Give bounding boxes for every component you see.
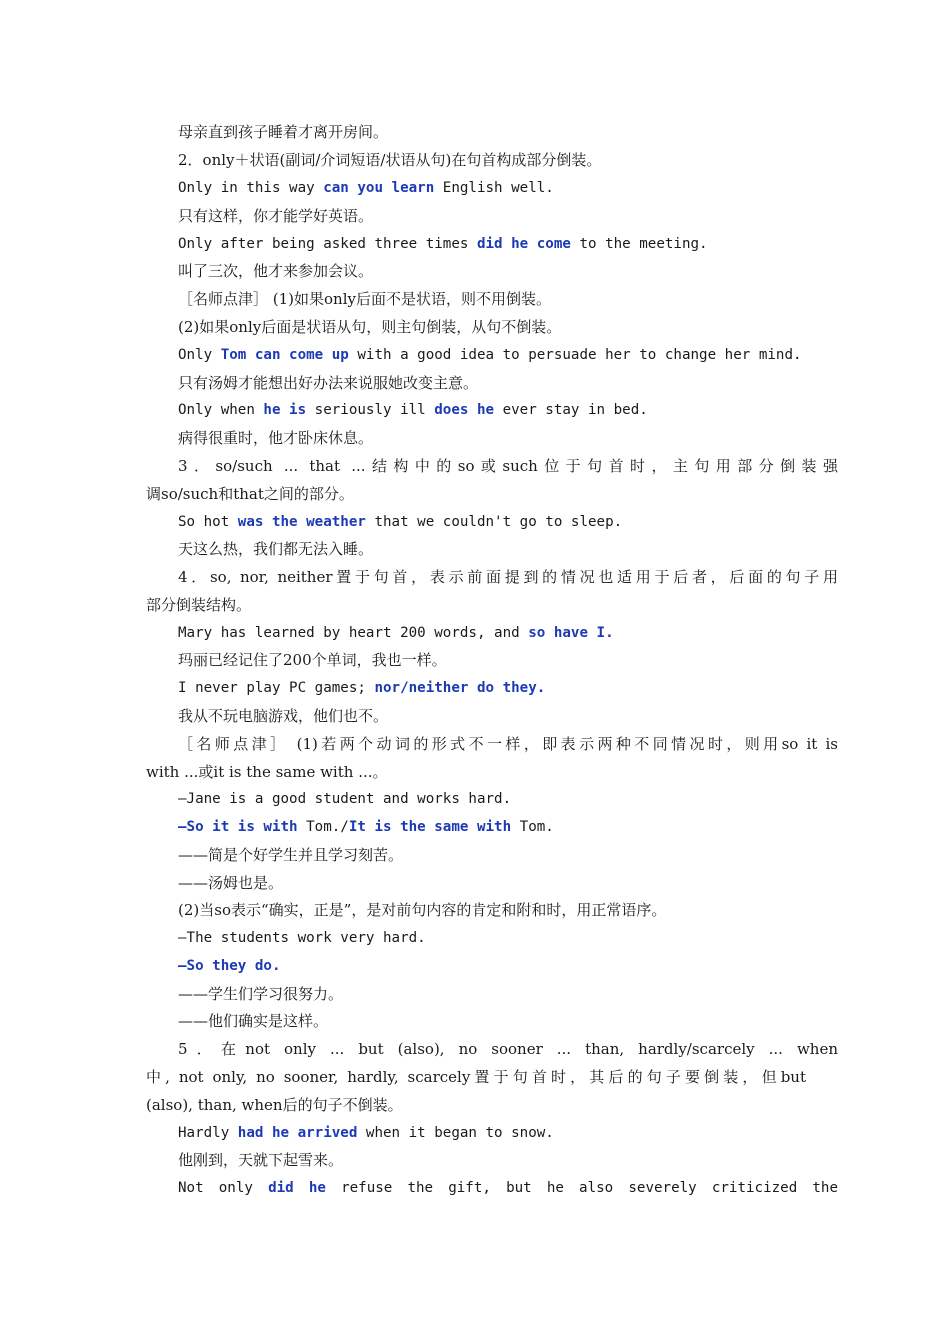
section-heading-continued: 中, not only, no sooner, hardly, scarcely置于句首时，其后的句子要倒装，但but [146,1068,806,1086]
translation-line: 病得很重时，他才卧床休息。 [178,429,374,447]
highlighted-phrase: did he [268,1180,326,1196]
teacher-note: ［名师点津］ (1)如果only后面不是状语，则不用倒装。 [178,290,551,308]
section-heading-continued: 部分倒装结构。 [146,596,252,614]
text-segment: to the meeting. [570,236,708,252]
highlighted-phrase: Tom can come up [220,347,349,363]
example-sentence [146,622,838,644]
translation-line: 只有这样，你才能学好英语。 [178,207,374,225]
highlighted-phrase: —So it is with [178,819,298,835]
text-segment: Not only [178,1180,269,1196]
example-sentence [146,233,838,255]
dialogue-line: —The students work very hard. [178,930,426,946]
highlighted-phrase: It is the same with [348,819,512,835]
text-segment: Only in this way [178,180,324,196]
example-sentence [146,1177,838,1199]
text-segment: ever stay in bed. [494,402,648,418]
text-segment: with a good idea to persuade her to change her mind. [348,347,802,363]
section-heading: 3．so/such ... that ...结构中的so或such位于句首时，主句用部分倒装强 [178,457,838,475]
teacher-note-continued: with ...或it is the same with ...。 [146,763,388,781]
translation-line: 天这么热，我们都无法入睡。 [178,540,374,558]
section-heading-continued: (also), than, when后的句子不倒装。 [146,1096,403,1114]
text-segment: when it began to snow. [357,1125,554,1141]
example-sentence [146,344,838,366]
text-segment: that we couldn't go to sleep. [365,514,623,530]
teacher-note: (2)当so表示“确实，正是”，是对前句内容的肯定和附和时，用正常语序。 [178,901,667,919]
text-segment: Only after being asked three times [178,236,477,252]
text-segment: Hardly [178,1125,238,1141]
text-segment: refuse the gift, but he also severely criticized the [325,1180,839,1196]
text-segment: So hot [178,514,238,530]
highlighted-phrase: does he [434,402,495,418]
translation-line: ——他们确实是这样。 [178,1012,329,1030]
highlighted-phrase: nor/neither do they. [374,680,546,696]
highlighted-phrase: was the weather [237,514,366,530]
section-heading: 5．在not only ... but (also), no sooner ... than, hardly/scarcely ... when [178,1040,838,1058]
dialogue-line [146,816,838,838]
translation-line: 玛丽已经记住了200个单词，我也一样。 [178,651,447,669]
highlighted-phrase: can you learn [323,180,435,196]
translation-line: ——汤姆也是。 [178,874,284,892]
text-segment: Mary has learned by heart 200 words, and [178,625,529,641]
highlighted-phrase: did he come [476,236,571,252]
dialogue-line [146,955,838,977]
example-sentence [146,177,838,199]
text-segment: Only when [178,402,264,418]
translation-line: ——简是个好学生并且学习刻苦。 [178,846,404,864]
text-segment: Tom./ [297,819,349,835]
section-heading-continued: 调so/such和that之间的部分。 [146,485,354,503]
highlighted-phrase: —So they do. [178,958,281,974]
teacher-note: (2)如果only后面是状语从句，则主句倒装，从句不倒装。 [178,318,562,336]
section-heading: 4．so, nor, neither置于句首，表示前面提到的情况也适用于后者，后面的句子用 [178,568,838,586]
translation-line: 叫了三次，他才来参加会议。 [178,262,374,280]
highlighted-phrase: had he arrived [237,1125,358,1141]
text-segment: Tom. [511,819,554,835]
text-segment: Only [178,347,221,363]
text-segment: English well. [434,180,554,196]
section-heading: 2．only＋状语(副词/介词短语/状语从句)在句首构成部分倒装。 [178,151,602,169]
teacher-note: ［名师点津］ (1)若两个动词的形式不一样，即表示两种不同情况时，则用so it is [178,735,838,753]
translation-line: 他刚到，天就下起雪来。 [178,1151,344,1169]
text-segment: I never play PC games; [178,680,375,696]
highlighted-phrase: he is [263,402,307,418]
example-sentence [146,511,838,533]
dialogue-line: —Jane is a good student and works hard. [178,791,512,807]
translation-line: 我从不玩电脑游戏，他们也不。 [178,707,389,725]
highlighted-phrase: so have I. [528,625,614,641]
text-segment: seriously ill [306,402,435,418]
translation-line: 只有汤姆才能想出好办法来说服她改变主意。 [178,374,479,392]
text-line: 母亲直到孩子睡着才离开房间。 [178,123,389,141]
example-sentence [146,399,838,421]
example-sentence [146,1122,838,1144]
example-sentence [146,677,838,699]
translation-line: ——学生们学习很努力。 [178,985,344,1003]
